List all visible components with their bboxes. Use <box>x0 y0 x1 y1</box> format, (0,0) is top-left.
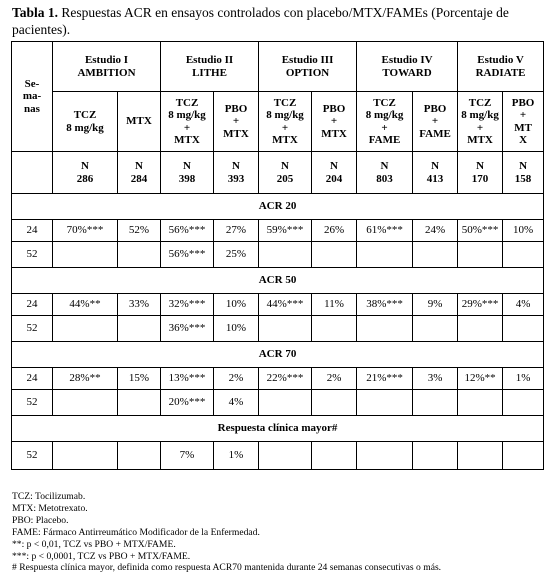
value-cell: 32%*** <box>161 294 214 316</box>
study-header: Estudio V RADIATE <box>458 42 544 92</box>
study-header: Estudio III OPTION <box>259 42 357 92</box>
value-cell <box>503 316 544 342</box>
value-cell: 61%*** <box>357 220 413 242</box>
value-cell: 36%*** <box>161 316 214 342</box>
arm-header: PBO + MTX <box>214 92 259 152</box>
table-row <box>12 294 544 316</box>
acr-response-table <box>11 41 544 470</box>
footnote-line: MTX: Metotrexato. <box>12 502 88 514</box>
value-cell: 20%*** <box>161 390 214 416</box>
value-cell: 2% <box>312 368 357 390</box>
study-header: Estudio I AMBITION <box>53 42 161 92</box>
n-cell: N 170 <box>458 152 503 194</box>
value-cell: 26% <box>312 220 357 242</box>
n-cell: N 284 <box>118 152 161 194</box>
arm-header: PBO + FAME <box>413 92 458 152</box>
section-title: ACR 70 <box>12 342 544 368</box>
value-cell <box>118 390 161 416</box>
value-cell: 38%*** <box>357 294 413 316</box>
caption-label: Tabla 1. <box>12 5 59 20</box>
value-cell: 28%** <box>53 368 118 390</box>
arm-header: TCZ 8 mg/kg + MTX <box>161 92 214 152</box>
value-cell <box>413 316 458 342</box>
n-cell: N 413 <box>413 152 458 194</box>
value-cell <box>259 242 312 268</box>
value-cell <box>413 242 458 268</box>
value-cell <box>118 442 161 470</box>
footnote-line: **: p < 0,01, TCZ vs PBO + MTX/FAME. <box>12 538 176 550</box>
footnote-line: FAME: Fármaco Antirreumático Modificador de la Enfermedad. <box>12 526 260 538</box>
value-cell <box>357 390 413 416</box>
n-cell: N 286 <box>53 152 118 194</box>
value-cell: 10% <box>214 294 259 316</box>
study-header-row <box>12 42 544 92</box>
table-row <box>12 242 544 268</box>
arm-header-row <box>12 92 544 152</box>
value-cell <box>458 242 503 268</box>
value-cell <box>357 242 413 268</box>
value-cell: 4% <box>214 390 259 416</box>
value-cell <box>312 242 357 268</box>
footnote-line: PBO: Placebo. <box>12 514 69 526</box>
arm-header: TCZ 8 mg/kg + MTX <box>458 92 503 152</box>
value-cell: 33% <box>118 294 161 316</box>
value-cell: 50%*** <box>458 220 503 242</box>
value-cell <box>53 390 118 416</box>
week-cell: 24 <box>12 368 53 390</box>
table-row <box>12 442 544 470</box>
table-row <box>12 390 544 416</box>
value-cell: 7% <box>161 442 214 470</box>
value-cell: 2% <box>214 368 259 390</box>
table-row <box>12 220 544 242</box>
section-row <box>12 342 544 368</box>
value-cell <box>413 442 458 470</box>
n-row <box>12 152 544 194</box>
table-footnotes <box>12 491 441 574</box>
value-cell <box>357 316 413 342</box>
arm-header: PBO + MT X <box>503 92 544 152</box>
value-cell <box>357 442 413 470</box>
value-cell <box>458 442 503 470</box>
value-cell: 29%*** <box>458 294 503 316</box>
footnote-line: ***: p < 0,0001, TCZ vs PBO + MTX/FAME. <box>12 550 191 562</box>
week-cell: 24 <box>12 294 53 316</box>
footnote-line: TCZ: Tocilizumab. <box>12 491 86 502</box>
value-cell <box>503 442 544 470</box>
week-cell: 52 <box>12 316 53 342</box>
arm-header: PBO + MTX <box>312 92 357 152</box>
value-cell: 56%*** <box>161 220 214 242</box>
value-cell: 52% <box>118 220 161 242</box>
value-cell <box>458 390 503 416</box>
n-cell: N 158 <box>503 152 544 194</box>
value-cell <box>118 242 161 268</box>
value-cell: 27% <box>214 220 259 242</box>
section-title: ACR 50 <box>12 268 544 294</box>
value-cell: 10% <box>503 220 544 242</box>
value-cell: 3% <box>413 368 458 390</box>
value-cell <box>259 316 312 342</box>
arm-header: TCZ 8 mg/kg <box>53 92 118 152</box>
value-cell: 11% <box>312 294 357 316</box>
value-cell <box>53 316 118 342</box>
value-cell: 15% <box>118 368 161 390</box>
value-cell: 21%*** <box>357 368 413 390</box>
value-cell: 22%*** <box>259 368 312 390</box>
table-caption <box>12 4 548 38</box>
arm-header: MTX <box>118 92 161 152</box>
value-cell: 10% <box>214 316 259 342</box>
n-cell: N 204 <box>312 152 357 194</box>
value-cell: 44%*** <box>259 294 312 316</box>
footnote-line: # Respuesta clínica mayor, definida como respuesta ACR70 mantenida durante 24 semanas consecutivas o más. <box>12 562 442 574</box>
n-cell: N 803 <box>357 152 413 194</box>
value-cell: 56%*** <box>161 242 214 268</box>
value-cell: 44%** <box>53 294 118 316</box>
week-cell: 52 <box>12 442 53 470</box>
value-cell: 1% <box>503 368 544 390</box>
section-title: Respuesta clínica mayor# <box>12 416 544 442</box>
section-row <box>12 268 544 294</box>
table-row <box>12 316 544 342</box>
value-cell: 25% <box>214 242 259 268</box>
value-cell <box>503 242 544 268</box>
value-cell <box>503 390 544 416</box>
caption-text: Respuestas ACR en ensayos controlados con placebo/MTX/FAMEs (Porcentaje de pacientes). <box>12 5 509 37</box>
value-cell <box>458 316 503 342</box>
value-cell: 59%*** <box>259 220 312 242</box>
value-cell <box>118 316 161 342</box>
value-cell <box>259 442 312 470</box>
week-cell: 52 <box>12 390 53 416</box>
value-cell: 70%*** <box>53 220 118 242</box>
value-cell: 12%** <box>458 368 503 390</box>
semanas-header: Se- ma- nas <box>12 42 53 152</box>
arm-header: TCZ 8 mg/kg + MTX <box>259 92 312 152</box>
n-cell: N 393 <box>214 152 259 194</box>
value-cell: 24% <box>413 220 458 242</box>
value-cell <box>413 390 458 416</box>
value-cell: 13%*** <box>161 368 214 390</box>
value-cell: 1% <box>214 442 259 470</box>
n-cell: N 398 <box>161 152 214 194</box>
value-cell <box>53 242 118 268</box>
section-title: ACR 20 <box>12 194 544 220</box>
study-header: Estudio II LITHE <box>161 42 259 92</box>
study-header: Estudio IV TOWARD <box>357 42 458 92</box>
value-cell <box>259 390 312 416</box>
value-cell <box>312 390 357 416</box>
table-row <box>12 368 544 390</box>
section-row <box>12 194 544 220</box>
value-cell <box>312 316 357 342</box>
week-cell: 52 <box>12 242 53 268</box>
value-cell <box>53 442 118 470</box>
n-cell: N 205 <box>259 152 312 194</box>
week-cell: 24 <box>12 220 53 242</box>
n-blank-cell <box>12 152 53 194</box>
value-cell <box>312 442 357 470</box>
arm-header: TCZ 8 mg/kg + FAME <box>357 92 413 152</box>
section-row <box>12 416 544 442</box>
value-cell: 9% <box>413 294 458 316</box>
value-cell: 4% <box>503 294 544 316</box>
